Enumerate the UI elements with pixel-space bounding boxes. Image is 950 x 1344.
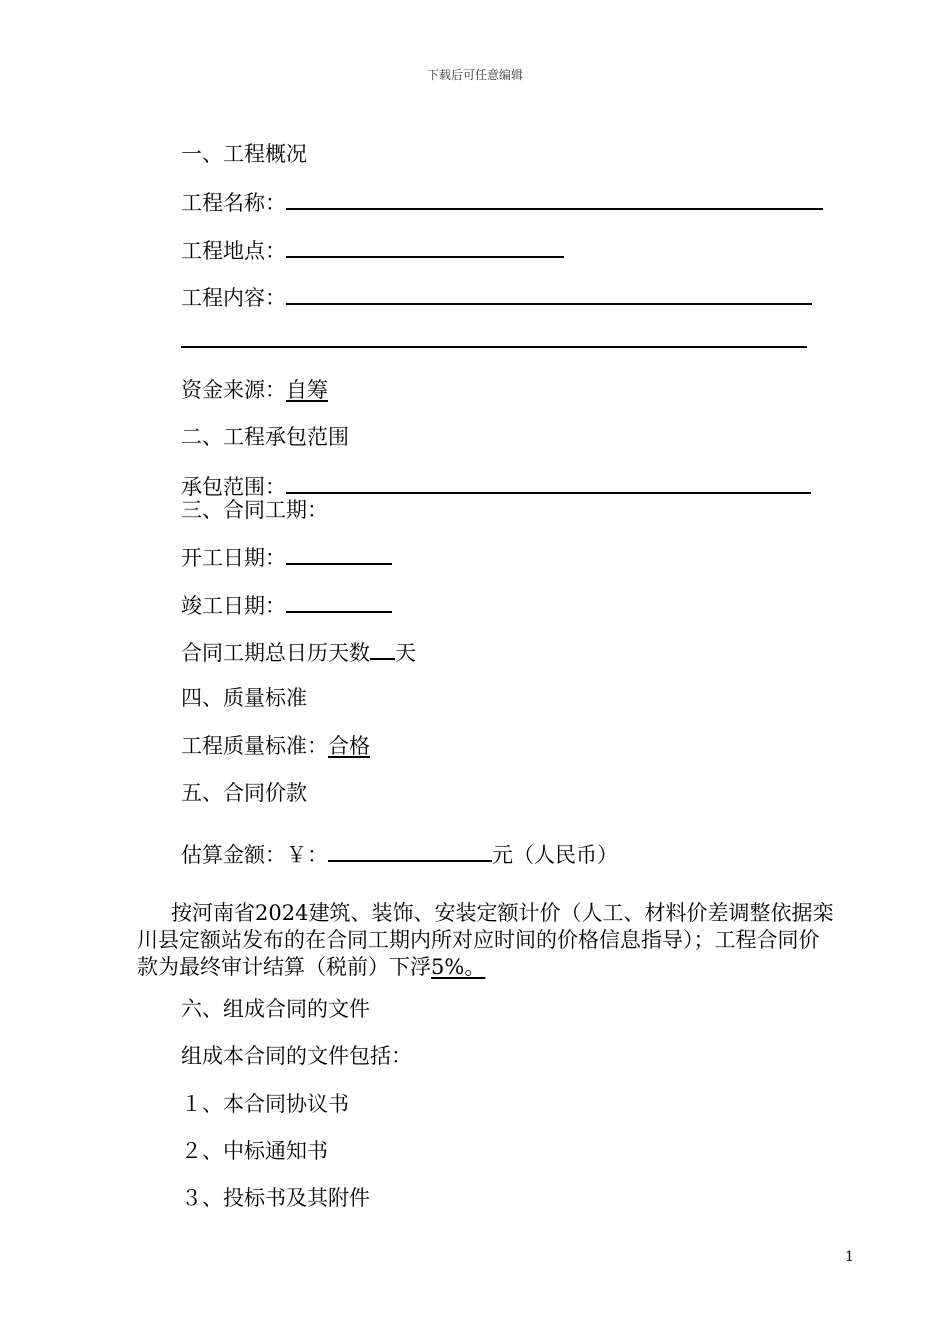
document-item: １、本合同协议书: [181, 1092, 349, 1116]
section-6-title: 六、组成合同的文件: [181, 997, 370, 1021]
section-3-title: 三、合同工期：: [181, 498, 328, 522]
estimate-row: [181, 840, 618, 868]
pricing-text: 按河南省2024建筑、装饰、安装定额计价（人工、材料价差调整依据栾川县定额站发布的在合同工期内所对应时间的价格信息指导）；工程合同价款为最终审计结算（税前）下浮: [137, 901, 834, 979]
page-header: 下载后可任意编辑: [426, 68, 523, 82]
project-content-blank[interactable]: [286, 283, 812, 305]
project-content-continuation: [181, 326, 807, 354]
end-date-label: 竣工日期：: [181, 594, 286, 618]
document-item: ２、中标通知书: [181, 1139, 328, 1163]
quality-row: [181, 733, 370, 759]
scope-blank[interactable]: [286, 472, 811, 494]
total-days-row: [181, 638, 416, 666]
estimate-label: 估算金额：￥：: [181, 843, 328, 867]
project-location-row: [181, 236, 564, 264]
funds-label: 资金来源：: [181, 378, 286, 402]
funds-row: [181, 377, 328, 403]
start-date-row: [181, 543, 392, 571]
total-days-blank[interactable]: [370, 638, 395, 660]
project-content-row: [181, 283, 812, 311]
scope-label: 承包范围：: [181, 475, 286, 499]
scope-row: [181, 472, 811, 500]
start-date-blank[interactable]: [286, 543, 392, 565]
section-1-title: 一、工程概况: [181, 142, 307, 166]
estimate-blank[interactable]: [328, 840, 492, 862]
total-days-suffix: 天: [395, 641, 416, 665]
pricing-rate: 5%。: [431, 955, 486, 979]
section-5-title: 五、合同价款: [181, 781, 307, 805]
start-date-label: 开工日期：: [181, 546, 286, 570]
estimate-suffix: 元（人民币）: [492, 843, 618, 867]
documents-intro: 组成本合同的文件包括：: [181, 1044, 412, 1068]
quality-label: 工程质量标准：: [181, 734, 328, 758]
project-name-row: [181, 188, 823, 216]
funds-value: 自筹: [286, 378, 328, 402]
document-item: ３、投标书及其附件: [181, 1186, 370, 1210]
project-name-label: 工程名称：: [181, 191, 286, 215]
project-location-blank[interactable]: [286, 236, 564, 258]
section-2-title: 二、工程承包范围: [181, 425, 349, 449]
project-content-blank-2[interactable]: [181, 326, 807, 348]
end-date-row: [181, 591, 392, 619]
page-number: 1: [845, 1249, 854, 1265]
project-name-blank[interactable]: [286, 188, 823, 210]
total-days-prefix: 合同工期总日历天数: [181, 641, 370, 665]
end-date-blank[interactable]: [286, 591, 392, 613]
project-content-label: 工程内容：: [181, 286, 286, 310]
quality-value: 合格: [328, 734, 370, 758]
project-location-label: 工程地点：: [181, 239, 286, 263]
section-4-title: 四、质量标准: [181, 686, 307, 710]
pricing-paragraph: [137, 900, 837, 981]
